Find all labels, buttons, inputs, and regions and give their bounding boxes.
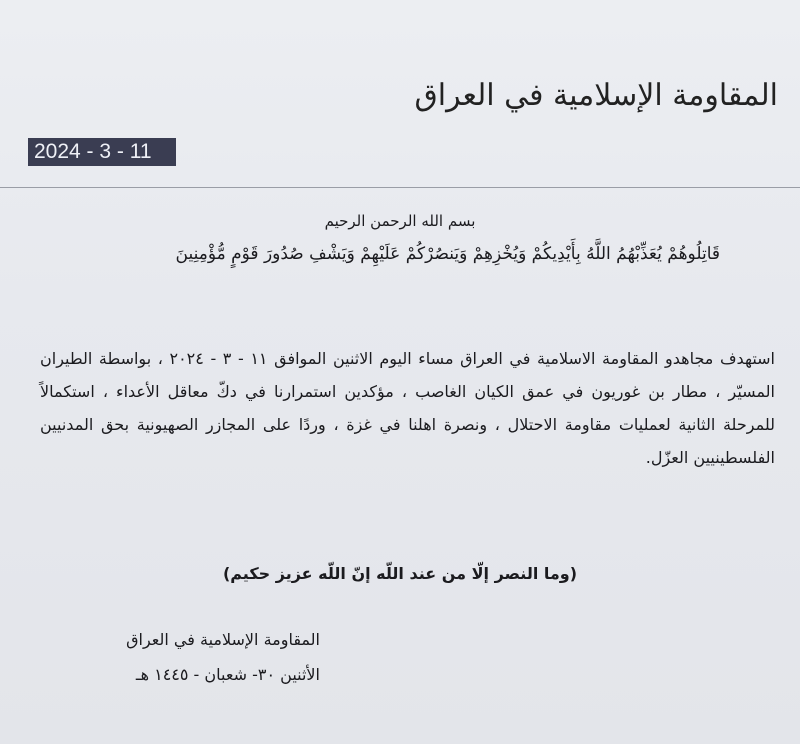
basmala: بسم الله الرحمن الرحيم — [324, 212, 476, 230]
signature-organization: المقاومة الإسلامية في العراق — [126, 630, 320, 649]
organization-logo: المقاومة الإسلامية في العراق — [414, 78, 778, 113]
quran-verse: قَاتِلُوهُمْ يُعَذِّبْهُمُ اللَّهُ بِأَيْدِيكُمْ وَيُخْزِهِمْ وَيَنصُرْكُمْ عَلَيْهِمْ وَيَشْفِ صُدُورَ قَوْمٍ مُّؤْمِنِينَ — [175, 244, 720, 264]
statement-body — [40, 342, 775, 474]
statement-body-text: استهدف مجاهدو المقاومة الاسلامية في العراق مساء اليوم الاثنين الموافق ١١ - ٣ - ٢٠٢٤ ، بواسطة الطيران المسيّر ، مطار بن غوريون في عمق الكيان الغاصب ، مؤكدين استمرارنا في دكّ معاقل الأعداء ، استكمالاً للمرحلة الثانية لعمليات مقاومة الاحتلال ، ونصرة اهلنا في غزة ، وردًا على المجازر الصهيونية بحق المدنيين الفلسطينيين العزّل. — [40, 349, 775, 467]
signature-block — [40, 622, 320, 692]
signature-date: الأثنين ٣٠- شعبان - ١٤٤٥ هـ — [135, 665, 320, 684]
closing-verse: (وما النصر إلّا من عند اللّه إنّ اللّه عزيز حكيم) — [222, 564, 578, 583]
header-divider — [0, 187, 800, 188]
date-badge: 2024 - 3 - 11 — [28, 138, 176, 166]
